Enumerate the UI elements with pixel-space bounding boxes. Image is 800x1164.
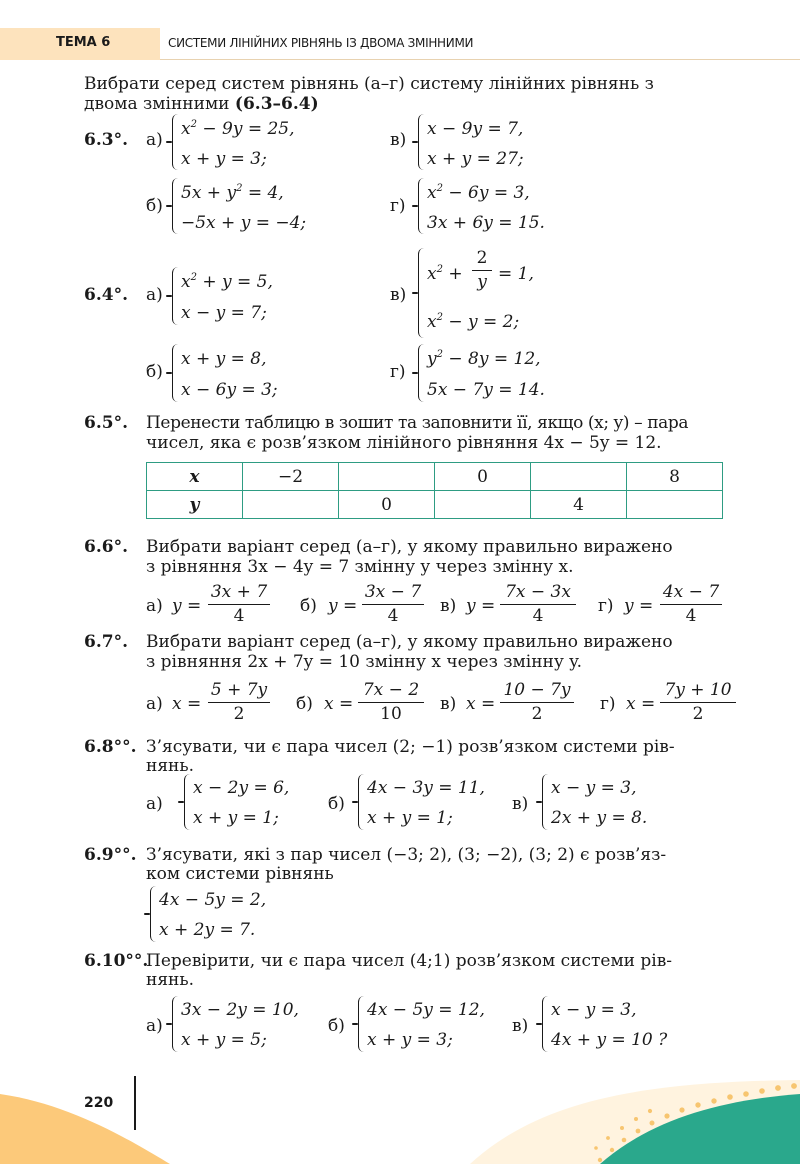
table-cell: 0 (435, 463, 531, 491)
ex67-opt-g-fraction: $\frac{7y + 10}{2}$ (660, 680, 736, 724)
brace-icon (172, 267, 179, 325)
table-cell: 8 (627, 463, 723, 491)
ex66-opt-v-lhs: y = (466, 596, 496, 616)
ex64-b-label: б) (146, 362, 163, 382)
ex68-a-label: а) (146, 794, 163, 814)
ex64-v-eq1-left: $x^2$ + (427, 264, 463, 284)
ex66-opt-g-fraction: $\frac{4x - 7}{4}$ (660, 582, 722, 626)
page-number-divider (134, 1076, 136, 1130)
exercise-6-8-number: 6.8°°. (84, 737, 137, 757)
brace-icon (150, 886, 157, 942)
ex63-a-eq1: $x^2 - 9y = 25$, (181, 119, 295, 139)
ex63-v-eq2: x + y = 27; (427, 149, 524, 169)
brace-icon (184, 774, 191, 830)
exercise-6-6-number: 6.6°. (84, 537, 128, 557)
ex66-opt-v-fraction: $\frac{7x - 3x}{4}$ (500, 582, 576, 626)
exercise-6-9-number: 6.9°°. (84, 845, 137, 865)
table-cell: x (147, 463, 243, 491)
ex67-opt-v-label: в) (440, 694, 457, 714)
brace-icon (172, 178, 179, 234)
ex64-v-eq2: $x^2 - y = 2$; (427, 312, 520, 332)
table-cell: 4 (531, 491, 627, 519)
brace-icon (358, 996, 365, 1052)
ex63-v-label: в) (390, 130, 407, 150)
ex63-b-eq2: −5x + y = −4; (181, 213, 307, 233)
ex67-opt-g-label: г) (600, 694, 616, 714)
table-cell (339, 463, 435, 491)
ex65-line-2: чисел, яка є розв’язком лінійного рівняння 4x − 5y = 12. (146, 433, 662, 453)
ex66-opt-a-label: а) (146, 596, 163, 616)
ex67-opt-v-lhs: x = (466, 694, 496, 714)
ex67-opt-v-fraction: $\frac{10 - 7y}{2}$ (500, 680, 574, 724)
ex63-g-label: г) (390, 196, 406, 216)
ex66-line-1: Вибрати варіант серед (а–г), у якому правильно виражено (146, 537, 673, 557)
table-cell: −2 (243, 463, 339, 491)
ex64-a-eq1: $x^2 + y = 5$, (181, 272, 273, 292)
ex64-v-label: в) (390, 285, 407, 305)
header-rule (160, 59, 800, 60)
ex67-opt-g-lhs: x = (626, 694, 656, 714)
ex610-v-eq1: x − y = 3, (551, 1000, 637, 1020)
table-cell: 0 (339, 491, 435, 519)
table-row (147, 491, 723, 519)
ex66-opt-b-fraction: $\frac{3x - 7}{4}$ (362, 582, 424, 626)
ex63-v-eq1: x − 9y = 7, (427, 119, 524, 139)
ex64-v-eq1-right: = 1, (498, 264, 534, 284)
ex610-a-eq1: 3x − 2y = 10, (181, 1000, 299, 1020)
ex66-opt-g-label: г) (598, 596, 614, 616)
ex64-g-eq2: 5x − 7y = 14. (427, 380, 545, 400)
table-cell (243, 491, 339, 519)
table-cell (627, 491, 723, 519)
ex63-b-eq1: $5x + y^2 = 4$, (181, 183, 284, 203)
ex69-eq2: x + 2y = 7. (159, 920, 256, 940)
ex610-v-eq2: 4x + y = 10 ? (551, 1030, 668, 1050)
ex63-a-eq2: x + y = 3; (181, 149, 267, 169)
table-cell (531, 463, 627, 491)
brace-icon (418, 114, 425, 170)
ex68-b-eq1: 4x − 3y = 11, (367, 778, 485, 798)
ex68-a-eq2: x + y = 1; (193, 808, 279, 828)
page-number: 220 (84, 1095, 114, 1111)
ex67-opt-a-label: а) (146, 694, 163, 714)
ex69-line-2: ком системи рівнянь (146, 864, 334, 884)
intro-ref: (6.3–6.4) (234, 94, 319, 114)
ex63-a-label: а) (146, 130, 163, 150)
ex66-opt-v-label: в) (440, 596, 457, 616)
table-cell (435, 491, 531, 519)
brace-icon (542, 774, 549, 830)
brace-icon (418, 344, 425, 402)
ex63-g-eq2: 3x + 6y = 15. (427, 213, 545, 233)
ex66-opt-a-fraction: $\frac{3x + 7}{4}$ (208, 582, 270, 626)
ex64-a-eq2: x − y = 7; (181, 303, 267, 323)
ex64-v-fraction: $\frac{2}{y}$ (472, 248, 492, 292)
brace-icon (542, 996, 549, 1052)
footer-decoration (0, 1060, 800, 1164)
ex67-opt-b-label: б) (296, 694, 313, 714)
ex68-line-2: нянь. (146, 756, 195, 776)
ex68-v-eq1: x − y = 3, (551, 778, 637, 798)
exercise-6-3-number: 6.3°. (84, 130, 128, 150)
ex66-opt-a-lhs: y = (172, 596, 202, 616)
ex63-g-eq1: $x^2 - 6y = 3$, (427, 183, 530, 203)
topic-number: ТЕМА 6 (56, 35, 111, 50)
ex66-opt-g-lhs: y = (624, 596, 654, 616)
ex66-line-2: з рівняння 3x − 4y = 7 змінну y через змінну x. (146, 557, 574, 577)
ex610-a-eq2: x + y = 5; (181, 1030, 267, 1050)
ex67-opt-b-fraction: $\frac{7x - 2}{10}$ (358, 680, 424, 724)
brace-icon (172, 114, 179, 170)
ex67-opt-a-lhs: x = (172, 694, 202, 714)
ex67-line-2: з рівняння 2x + 7y = 10 змінну x через змінну y. (146, 652, 583, 672)
ex68-v-eq2: 2x + y = 8. (551, 808, 648, 828)
ex67-opt-a-fraction: $\frac{5 + 7y}{2}$ (208, 680, 270, 724)
brace-icon (358, 774, 365, 830)
ex65-line-1: Перенести таблицю в зошит та заповнити її, якщо (x; y) – пара (146, 413, 689, 433)
values-table (146, 462, 723, 519)
ex68-line-1: З’ясувати, чи є пара чисел (2; −1) розв’язком системи рів- (146, 737, 675, 757)
ex69-eq1: 4x − 5y = 2, (159, 890, 267, 910)
ex66-opt-b-label: б) (300, 596, 317, 616)
exercise-6-4-number: 6.4°. (84, 285, 128, 305)
ex63-b-label: б) (146, 196, 163, 216)
ex68-v-label: в) (512, 794, 529, 814)
ex64-b-eq1: x + y = 8, (181, 349, 267, 369)
ex68-b-eq2: x + y = 1; (367, 808, 453, 828)
ex68-b-label: б) (328, 794, 345, 814)
intro-line-2-text: двома змінними (84, 94, 230, 114)
ex610-v-label: в) (512, 1016, 529, 1036)
ex610-b-eq1: 4x − 5y = 12, (367, 1000, 485, 1020)
ex610-b-label: б) (328, 1016, 345, 1036)
ex64-a-label: а) (146, 285, 163, 305)
exercise-6-10-number: 6.10°°. (84, 951, 149, 971)
ex610-b-eq2: x + y = 3; (367, 1030, 453, 1050)
ex610-line-1: Перевірити, чи є пара чисел (4;1) розв’язком системи рів- (146, 951, 673, 971)
ex67-opt-b-lhs: x = (324, 694, 354, 714)
topic-title: СИСТЕМИ ЛІНІЙНИХ РІВНЯНЬ ІЗ ДВОМА ЗМІННИМИ (168, 36, 474, 50)
ex67-line-1: Вибрати варіант серед (а–г), у якому правильно виражено (146, 632, 673, 652)
table-row (147, 463, 723, 491)
ex610-line-2: нянь. (146, 970, 195, 990)
exercise-6-5-number: 6.5°. (84, 413, 128, 433)
ex68-a-eq1: x − 2y = 6, (193, 778, 290, 798)
brace-icon (172, 996, 179, 1052)
ex64-g-label: г) (390, 362, 406, 382)
ex64-b-eq2: x − 6y = 3; (181, 380, 278, 400)
table-cell: y (147, 491, 243, 519)
ex610-a-label: а) (146, 1016, 163, 1036)
brace-icon (418, 248, 425, 338)
intro-line-1: Вибрати серед систем рівнянь (а–г) систему лінійних рівнянь з (84, 74, 654, 94)
exercise-6-7-number: 6.7°. (84, 632, 128, 652)
intro-line-2 (84, 94, 319, 114)
ex64-g-eq1: $y^2 - 8y = 12$, (427, 349, 541, 369)
ex69-line-1: З’ясувати, які з пар чисел (−3; 2), (3; −2), (3; 2) є розв’яз- (146, 845, 667, 865)
ex66-opt-b-lhs: y = (328, 596, 358, 616)
brace-icon (172, 344, 179, 402)
brace-icon (418, 178, 425, 234)
